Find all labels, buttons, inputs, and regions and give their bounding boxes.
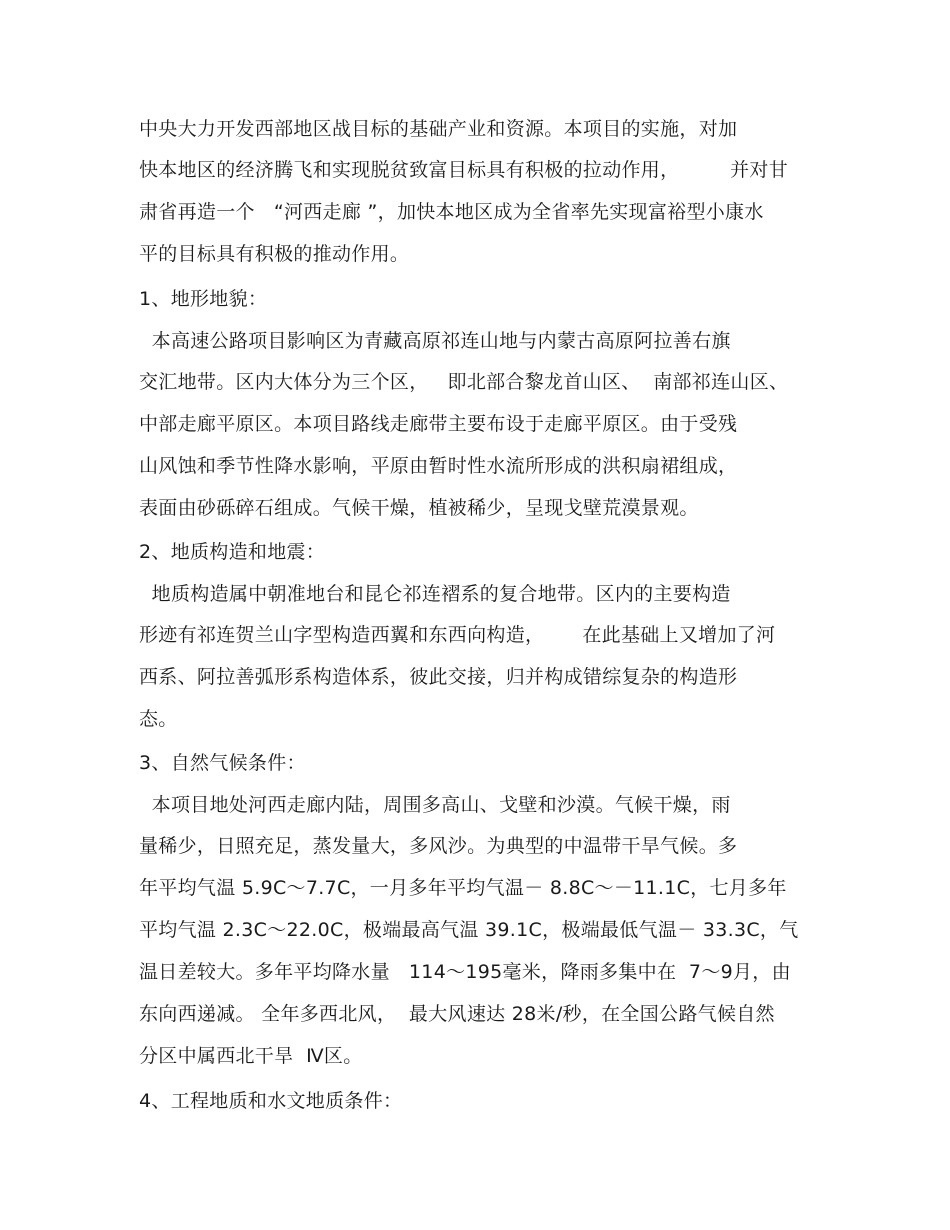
section-heading: 3、自然气候条件： (139, 752, 306, 774)
text-line: 表面由砂砾碎石组成。气候干燥，植被稀少，呈现戈壁荒漠景观。 (139, 497, 699, 519)
text-line: 量稀少，日照充足，蒸发量大，多风沙。为典型的中温带干旱气候。多 (139, 835, 738, 857)
text-line: 形迹有祁连贺兰山字型构造西翼和东西向构造， 在此基础上又增加了河 (139, 624, 776, 646)
text-line: 山风蚀和季节性降水影响，平原由暂时性水流所形成的洪积扇裙组成， (139, 455, 738, 477)
text-line: 东向西递减。 全年多西北风， 最大风速达 28米/秒，在全国公路气候自然 (139, 1003, 775, 1025)
text-line: 西系、阿拉善弧形系构造体系，彼此交接，归并构成错综复杂的构造形 (139, 666, 738, 688)
text-line: 分区中属西北干旱 Ⅳ区。 (139, 1045, 363, 1067)
text-line: 中央大力开发西部地区战目标的基础产业和资源。本项目的实施，对加 (139, 118, 738, 140)
text-line: 中部走廊平原区。本项目路线走廊带主要布设于走廊平原区。由于受残 (139, 413, 738, 435)
section-heading: 2、地质构造和地震： (139, 541, 326, 563)
text-line: 年平均气温 5.9C～7.7C，一月多年平均气温－ 8.8C～－11.1C，七月多年 (139, 877, 787, 899)
text-line: 交汇地带。区内大体分为三个区， 即北部合黎龙首山区、 南部祁连山区、 (139, 371, 789, 393)
text-line: 温日差较大。多年平均降水量 114～195毫米，降雨多集中在 7～9月，由 (139, 961, 791, 983)
text-line: 地质构造属中朝准地台和昆仑祁连褶系的复合地带。区内的主要构造 (139, 583, 731, 605)
text-line: 平均气温 2.3C～22.0C，极端最高气温 39.1C，极端最低气温－ 33.3C，气 (139, 919, 799, 941)
text-line: 本高速公路项目影响区为青藏高原祁连山地与内蒙古高原阿拉善右旗 (139, 330, 731, 352)
section-heading: 4、工程地质和水文地质条件： (139, 1090, 403, 1112)
text-line: 本项目地处河西走廊内陆，周围多高山、戈壁和沙漠。气候干燥，雨 (139, 794, 731, 816)
text-line: 态。 (139, 708, 178, 730)
text-line: 平的目标具有积极的推动作用。 (139, 243, 410, 265)
section-heading: 1、地形地貌： (139, 288, 268, 310)
text-line: 快本地区的经济腾飞和实现脱贫致富目标具有积极的拉动作用， 并对甘 (139, 159, 789, 181)
text-line: 肃省再造一个 “河西走廊 ”，加快本地区成为全省率先实现富裕型小康水 (139, 201, 764, 223)
